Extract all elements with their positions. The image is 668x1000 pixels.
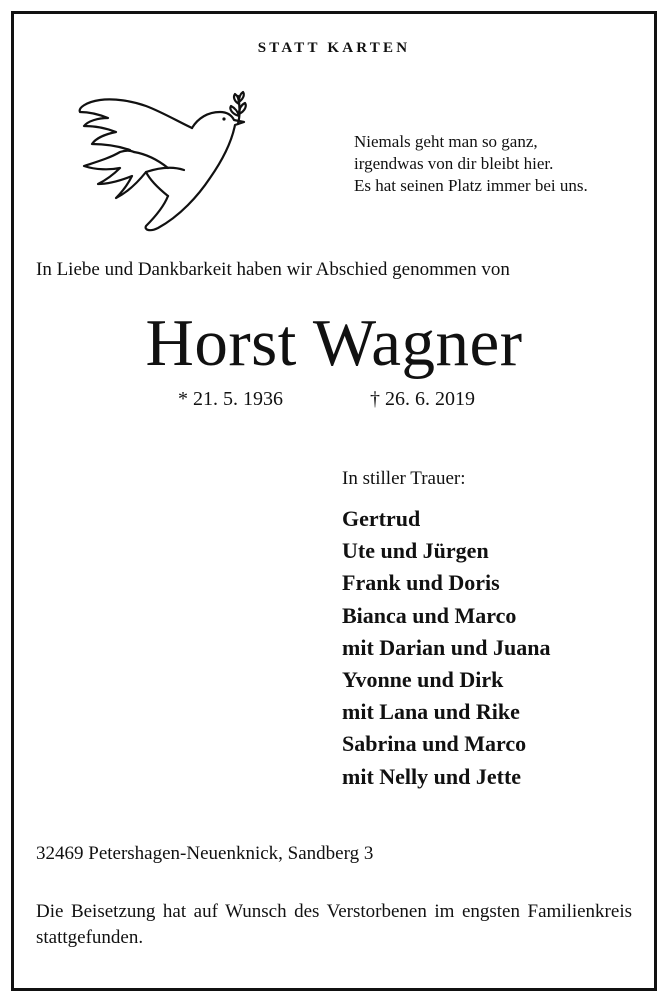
intro-text: In Liebe und Dankbarkeit haben wir Abschied genommen von bbox=[36, 259, 510, 280]
poem-line: Es hat seinen Platz immer bei uns. bbox=[354, 176, 588, 195]
birth-date: * 21. 5. 1936 bbox=[178, 388, 283, 410]
poem bbox=[354, 131, 588, 197]
mourner-entry: Sabrina und Marco bbox=[342, 731, 527, 757]
mourning-label: In stiller Trauer: bbox=[342, 468, 466, 489]
mourner-entry: Frank und Doris bbox=[342, 570, 500, 596]
funeral-note: Die Beisetzung hat auf Wunsch des Verstorbenen im engsten Familienkreis stattgefunden. bbox=[36, 901, 632, 948]
mourner-entry: mit Darian und Juana bbox=[342, 634, 551, 660]
mourner-entry: Bianca und Marco bbox=[342, 602, 517, 628]
mourner-entry: Ute und Jürgen bbox=[342, 538, 489, 564]
poem-line: Niemals geht man so ganz, bbox=[354, 132, 538, 151]
dove-with-olive-branch-icon bbox=[74, 88, 254, 232]
mourner-entry: mit Nelly und Jette bbox=[342, 763, 522, 789]
header-title: STATT KARTEN bbox=[257, 40, 411, 56]
poem-line: irgendwas von dir bleibt hier. bbox=[354, 154, 554, 173]
mourner-entry: Gertrud bbox=[342, 506, 421, 531]
mourner-entry: Yvonne und Dirk bbox=[342, 667, 504, 693]
mourners-list bbox=[342, 503, 550, 793]
deceased-name: Horst Wagner bbox=[145, 306, 523, 380]
death-date: † 26. 6. 2019 bbox=[370, 388, 475, 410]
mourner-entry: mit Lana und Rike bbox=[342, 699, 520, 725]
address: 32469 Petershagen-Neuenknick, Sandberg 3 bbox=[36, 843, 374, 864]
